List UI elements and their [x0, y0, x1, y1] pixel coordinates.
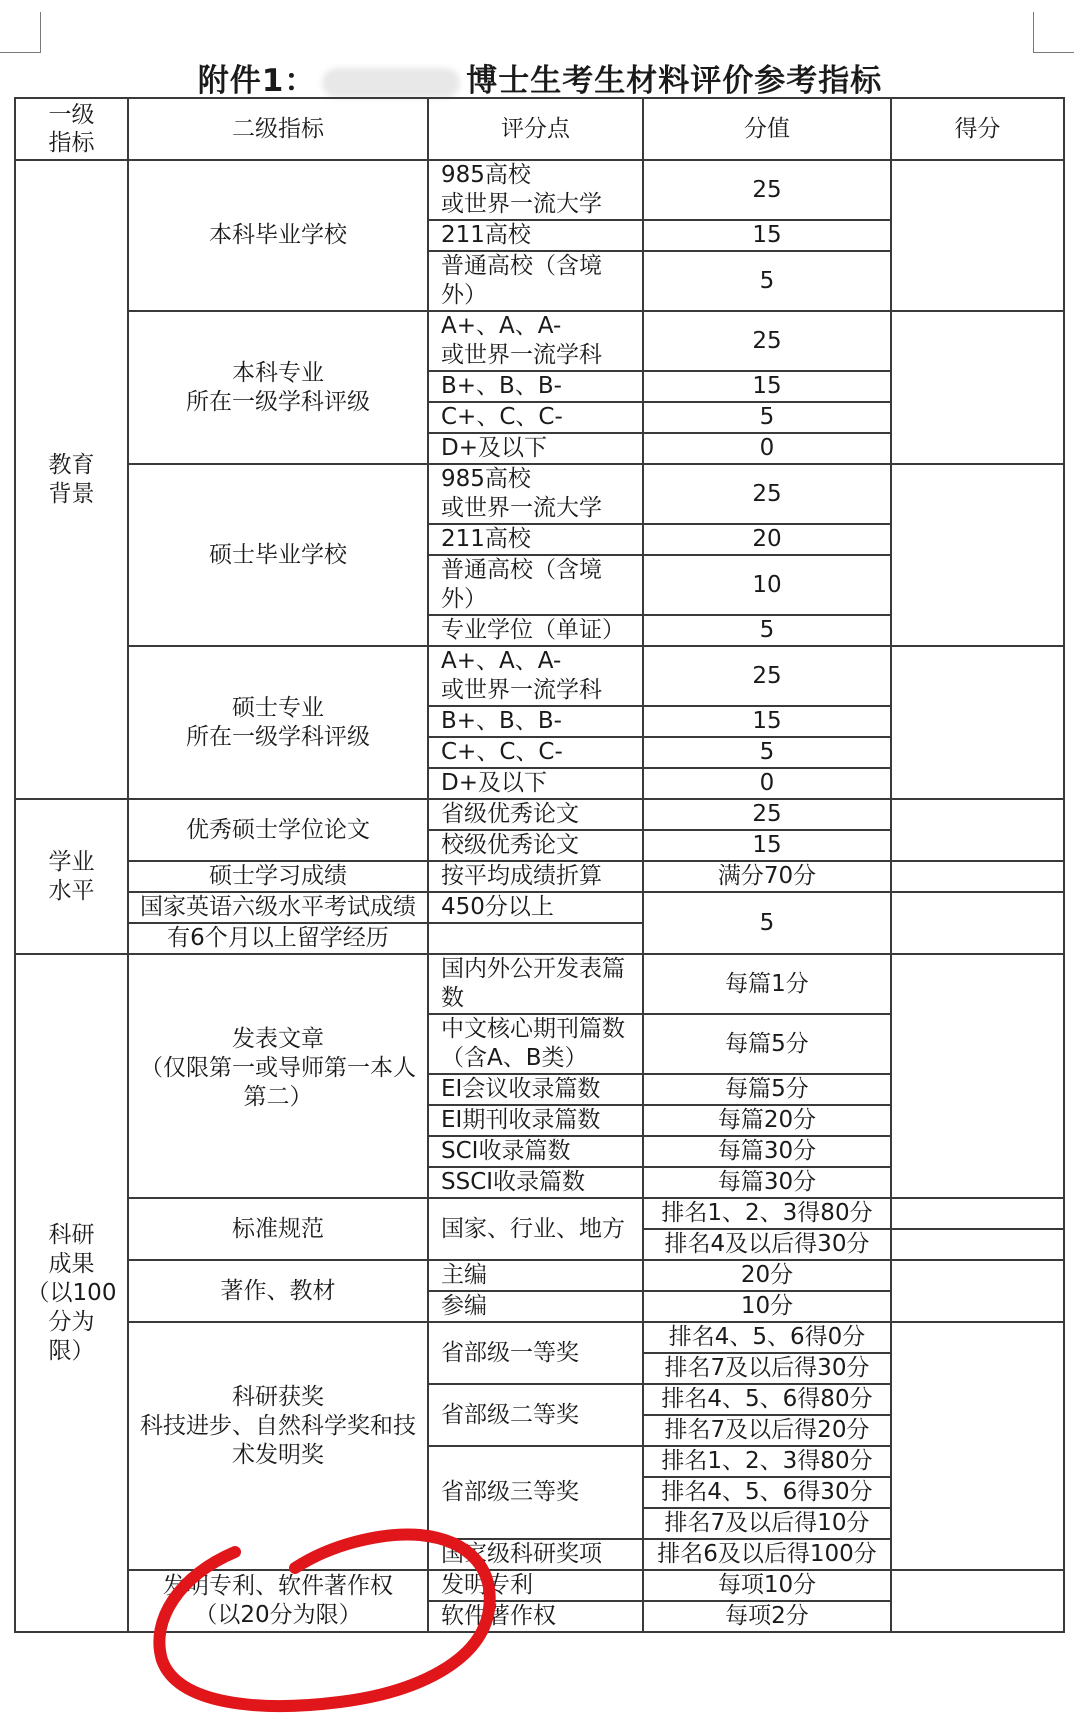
points-cell: 排名4、5、6得30分 — [643, 1477, 891, 1508]
points-cell: 排名1、2、3得80分 — [643, 1446, 891, 1477]
sub-abroad: 有6个月以上留学经历 — [128, 923, 428, 954]
criteria-cell: 985高校 或世界一流大学 — [428, 160, 643, 220]
points-cell: 每篇5分 — [643, 1014, 891, 1074]
points-cell: 每项10分 — [643, 1570, 891, 1601]
criteria-cell: B+、B、B- — [428, 706, 643, 737]
table-row — [15, 160, 1064, 220]
criteria-cell: SSCI收录篇数 — [428, 1167, 643, 1198]
criteria-cell: 国家、行业、地方 — [428, 1198, 643, 1260]
sub-papers: 发表文章 （仅限第一或导师第一本人 第二） — [128, 954, 428, 1198]
criteria-cell: 450分以上 — [428, 892, 643, 923]
evaluation-table — [14, 97, 1065, 1633]
category-academic: 学业 水平 — [15, 799, 128, 954]
sub-grades: 硕士学习成绩 — [128, 861, 428, 892]
points-cell: 每篇20分 — [643, 1105, 891, 1136]
header-level1: 一级 指标 — [15, 98, 128, 160]
header-criteria: 评分点 — [428, 98, 643, 160]
points-cell: 25 — [643, 799, 891, 830]
score-cell[interactable] — [891, 160, 1064, 311]
table-row — [15, 1198, 1064, 1229]
criteria-cell: SCI收录篇数 — [428, 1136, 643, 1167]
table-row — [15, 1260, 1064, 1291]
criteria-cell: A+、A、A- 或世界一流学科 — [428, 646, 643, 706]
score-cell[interactable] — [891, 1229, 1064, 1260]
title-suffix: 博士生考生材料评价参考指标 — [466, 63, 883, 99]
table-row — [15, 1322, 1064, 1353]
points-cell: 25 — [643, 311, 891, 371]
score-cell[interactable] — [891, 464, 1064, 646]
criteria-cell: B+、B、B- — [428, 371, 643, 402]
points-cell: 排名4、5、6得0分 — [643, 1322, 891, 1353]
points-cell: 排名6及以后得100分 — [643, 1539, 891, 1570]
points-cell: 5 — [643, 402, 891, 433]
sub-master-school: 硕士毕业学校 — [128, 464, 428, 646]
sub-patents: 发明专利、软件著作权 （以20分为限） — [128, 1570, 428, 1632]
points-cell: 每篇30分 — [643, 1167, 891, 1198]
sub-thesis: 优秀硕士学位论文 — [128, 799, 428, 861]
points-cell: 每篇30分 — [643, 1136, 891, 1167]
points-cell: 5 — [643, 737, 891, 768]
page-corner-mark-left — [0, 12, 41, 53]
points-cell: 排名7及以后得30分 — [643, 1353, 891, 1384]
header-row — [15, 98, 1064, 160]
criteria-cell: D+及以下 — [428, 433, 643, 464]
criteria-cell: 211高校 — [428, 220, 643, 251]
points-cell: 10 — [643, 555, 891, 615]
criteria-cell: 省部级一等奖 — [428, 1322, 643, 1384]
redacted-school-name — [322, 68, 460, 98]
score-cell[interactable] — [891, 799, 1064, 861]
points-cell: 排名7及以后得20分 — [643, 1415, 891, 1446]
criteria-cell: EI期刊收录篇数 — [428, 1105, 643, 1136]
points-cell: 10分 — [643, 1291, 891, 1322]
points-cell: 25 — [643, 646, 891, 706]
table-row — [15, 799, 1064, 830]
points-cell: 0 — [643, 433, 891, 464]
sub-awards: 科研获奖 科技进步、自然科学奖和技 术发明奖 — [128, 1322, 428, 1570]
points-cell: 排名4、5、6得80分 — [643, 1384, 891, 1415]
criteria-cell: 普通高校（含境 外） — [428, 555, 643, 615]
criteria-cell: 普通高校（含境 外） — [428, 251, 643, 311]
table-row — [15, 646, 1064, 706]
sub-cet6: 国家英语六级水平考试成绩 — [128, 892, 428, 923]
category-education: 教育 背景 — [15, 160, 128, 799]
score-cell[interactable] — [891, 1198, 1064, 1229]
title-prefix: 附件1： — [197, 63, 317, 99]
criteria-cell: 主编 — [428, 1260, 643, 1291]
points-cell: 15 — [643, 706, 891, 737]
criteria-cell: 省级优秀论文 — [428, 799, 643, 830]
criteria-cell: C+、C、C- — [428, 402, 643, 433]
header-score: 得分 — [891, 98, 1064, 160]
points-cell: 15 — [643, 830, 891, 861]
criteria-cell: 中文核心期刊篇数 （含A、B类） — [428, 1014, 643, 1074]
points-cell: 每篇5分 — [643, 1074, 891, 1105]
score-cell[interactable] — [891, 861, 1064, 892]
points-cell: 每项2分 — [643, 1601, 891, 1632]
score-cell[interactable] — [891, 1570, 1064, 1632]
score-cell[interactable] — [891, 311, 1064, 464]
criteria-cell: 国内外公开发表篇 数 — [428, 954, 643, 1014]
criteria-cell: EI会议收录篇数 — [428, 1074, 643, 1105]
score-cell[interactable] — [891, 892, 1064, 954]
criteria-cell: 国家级科研奖项 — [428, 1539, 643, 1570]
criteria-cell: 985高校 或世界一流大学 — [428, 464, 643, 524]
table-row — [15, 311, 1064, 371]
criteria-cell: C+、C、C- — [428, 737, 643, 768]
table-row — [15, 861, 1064, 892]
points-cell: 排名4及以后得30分 — [643, 1229, 891, 1260]
table-row — [15, 464, 1064, 524]
points-cell: 5 — [643, 251, 891, 311]
criteria-cell: 校级优秀论文 — [428, 830, 643, 861]
score-cell[interactable] — [891, 646, 1064, 799]
points-cell: 满分70分 — [643, 861, 891, 892]
criteria-cell: 专业学位（单证） — [428, 615, 643, 646]
sub-books: 著作、教材 — [128, 1260, 428, 1322]
points-cell: 15 — [643, 220, 891, 251]
criteria-cell: 软件著作权 — [428, 1601, 643, 1632]
points-cell: 5 — [643, 892, 891, 954]
criteria-cell-empty — [428, 923, 643, 954]
points-cell: 20 — [643, 524, 891, 555]
criteria-cell: 参编 — [428, 1291, 643, 1322]
points-cell: 5 — [643, 615, 891, 646]
sub-master-major: 硕士专业 所在一级学科评级 — [128, 646, 428, 799]
criteria-cell: 发明专利 — [428, 1570, 643, 1601]
sub-bachelor-major: 本科专业 所在一级学科评级 — [128, 311, 428, 464]
points-cell: 25 — [643, 160, 891, 220]
points-cell: 排名1、2、3得80分 — [643, 1198, 891, 1229]
criteria-cell: 按平均成绩折算 — [428, 861, 643, 892]
points-cell: 0 — [643, 768, 891, 799]
category-research: 科研 成果 （以100 分为 限） — [15, 954, 128, 1632]
sub-bachelor-school: 本科毕业学校 — [128, 160, 428, 311]
header-points: 分值 — [643, 98, 891, 160]
criteria-cell: 省部级二等奖 — [428, 1384, 643, 1446]
sub-standards: 标准规范 — [128, 1198, 428, 1260]
criteria-cell: A+、A、A- 或世界一流学科 — [428, 311, 643, 371]
criteria-cell: 省部级三等奖 — [428, 1446, 643, 1539]
score-cell[interactable] — [891, 1322, 1064, 1570]
points-cell: 15 — [643, 371, 891, 402]
points-cell: 20分 — [643, 1260, 891, 1291]
header-level2: 二级指标 — [128, 98, 428, 160]
criteria-cell: D+及以下 — [428, 768, 643, 799]
table-row — [15, 1570, 1064, 1601]
points-cell: 25 — [643, 464, 891, 524]
document-title — [0, 55, 1080, 100]
table-row — [15, 954, 1064, 1014]
page-corner-mark-right — [1033, 12, 1074, 53]
score-cell[interactable] — [891, 1260, 1064, 1322]
score-cell[interactable] — [891, 954, 1064, 1198]
table-row — [15, 892, 1064, 923]
criteria-cell: 211高校 — [428, 524, 643, 555]
points-cell: 排名7及以后得10分 — [643, 1508, 891, 1539]
points-cell: 每篇1分 — [643, 954, 891, 1014]
